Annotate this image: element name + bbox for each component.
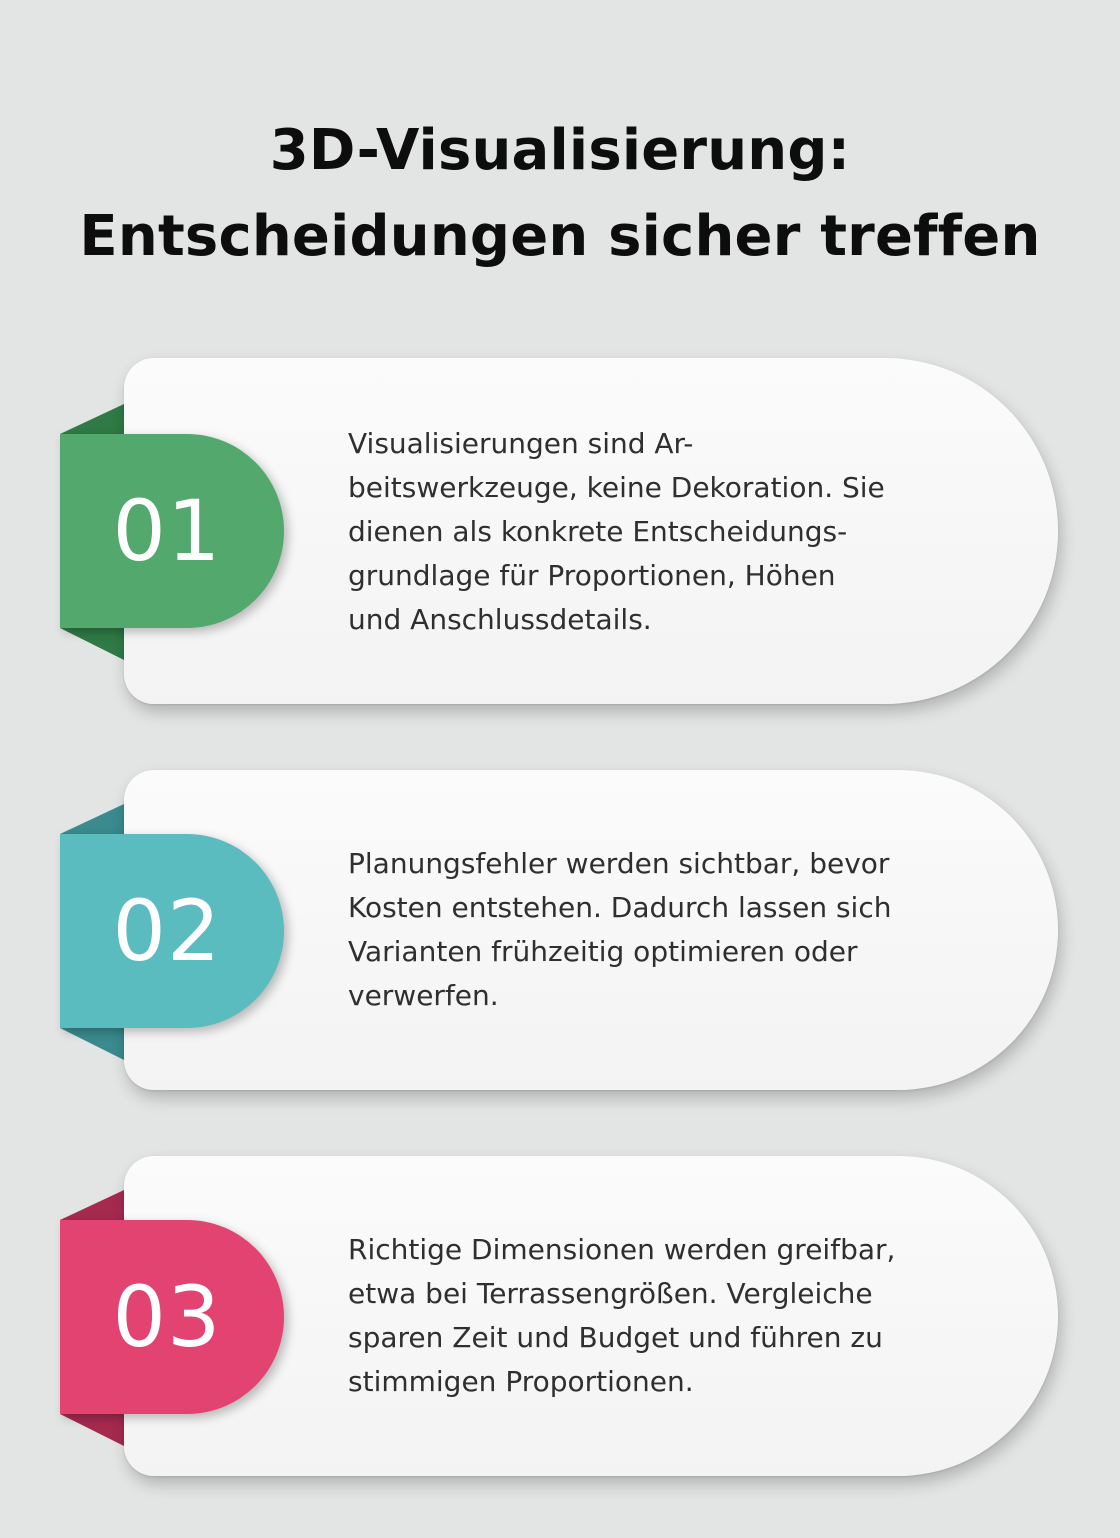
step-number: 02 <box>112 882 222 980</box>
text-line: stimmigen Proportionen. <box>348 1365 694 1398</box>
title-line-1: 3D-Visualisierung: <box>269 118 851 183</box>
text-line: Varianten frühzeitig optimieren oder <box>348 935 858 968</box>
step-description <box>348 842 948 1018</box>
text-line: Richtige Dimensionen werden greifbar, <box>348 1233 896 1266</box>
step-number: 03 <box>112 1268 222 1366</box>
text-line: etwa bei Terrassengrößen. Vergleiche <box>348 1277 873 1310</box>
ribbon-fold-bottom <box>60 1414 124 1446</box>
title-line-2: Entscheidungen sicher treffen <box>79 204 1041 269</box>
text-line: sparen Zeit und Budget und führen zu <box>348 1321 883 1354</box>
text-line: grundlage für Proportionen, Höhen <box>348 559 836 592</box>
ribbon-fold-bottom <box>60 1028 124 1060</box>
text-line: Kosten entstehen. Dadurch lassen sich <box>348 891 892 924</box>
text-line: Planungsfehler werden sichtbar, bevor <box>348 847 890 880</box>
text-line: und Anschlussdetails. <box>348 603 652 636</box>
text-line: dienen als konkrete Entscheidungs- <box>348 515 848 548</box>
ribbon-fold-top <box>60 1190 124 1220</box>
step-number-badge <box>60 434 284 628</box>
ribbon-fold-top <box>60 804 124 834</box>
page-title <box>0 108 1120 280</box>
step-description <box>348 1228 948 1404</box>
text-line: verwerfen. <box>348 979 499 1012</box>
step-number-badge <box>60 834 284 1028</box>
text-line: beitswerkzeuge, keine Dekoration. Sie <box>348 471 885 504</box>
step-description <box>348 422 948 642</box>
ribbon-fold-top <box>60 404 124 434</box>
ribbon-fold-bottom <box>60 628 124 660</box>
text-line: Visualisierungen sind Ar- <box>348 427 694 460</box>
step-number-badge <box>60 1220 284 1414</box>
step-number: 01 <box>112 482 222 580</box>
